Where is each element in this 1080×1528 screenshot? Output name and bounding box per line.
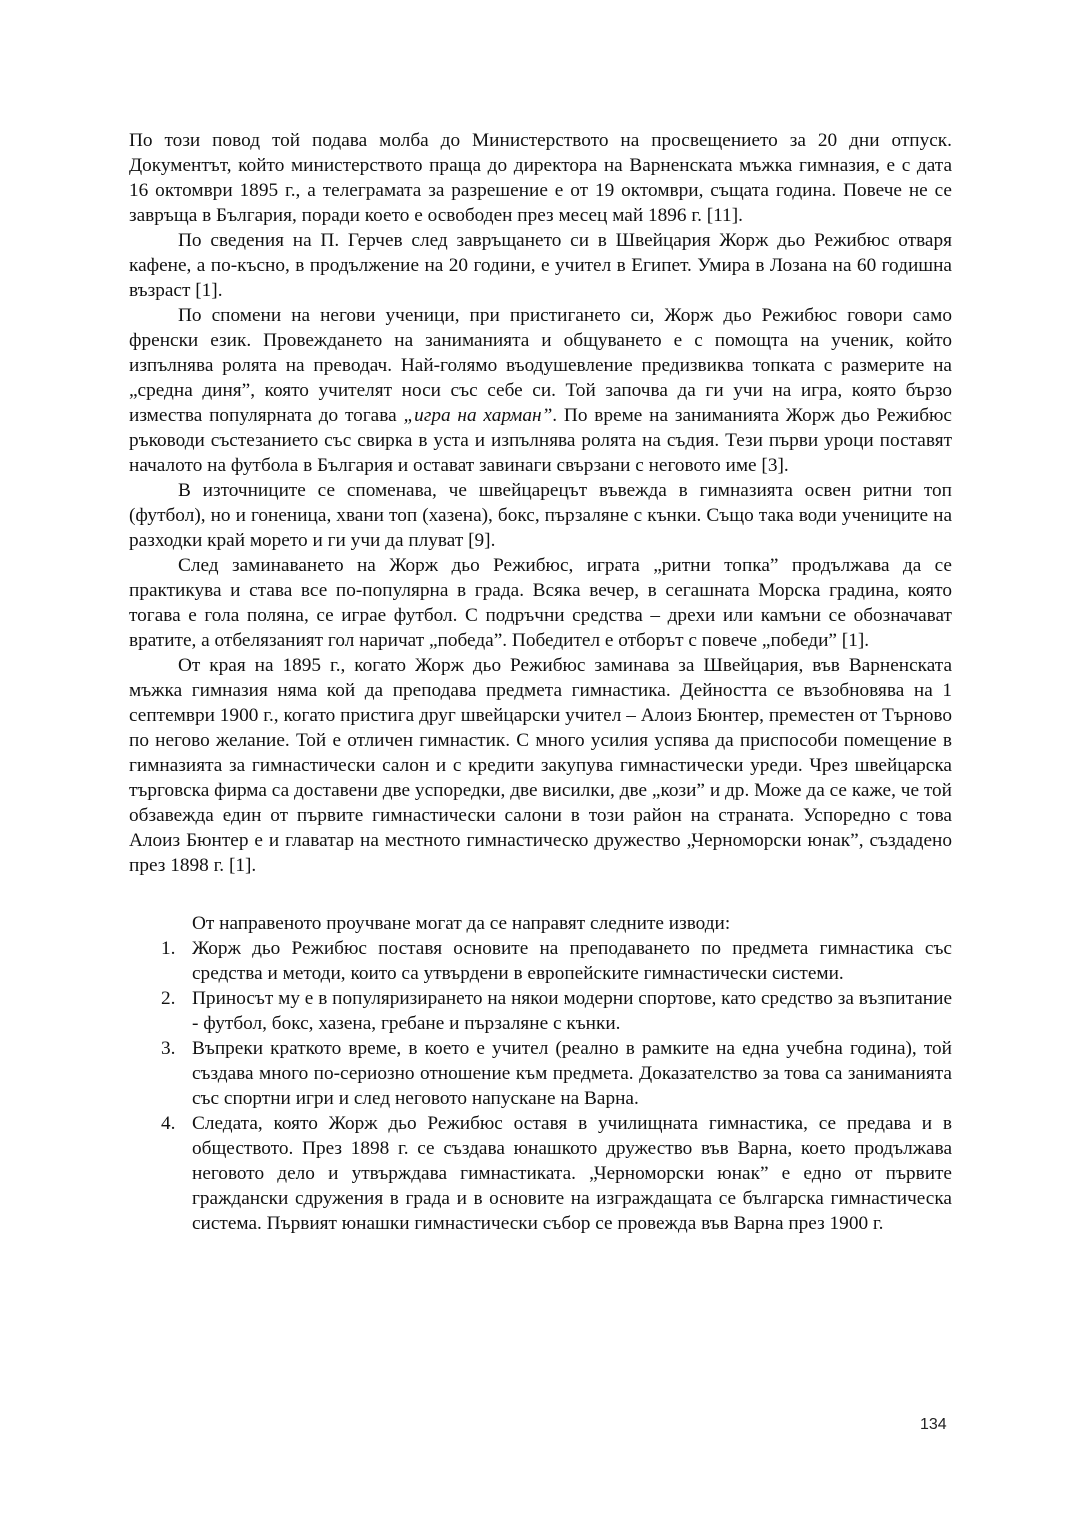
list-item-number: 2. bbox=[161, 988, 176, 1009]
paragraph-memories-text-2: . По време на заниманията Жорж дьо Режибюс ръководи състезанието със свирка в уста и изпълнява ролята на съдия. Тези първи уроци поставят началото на футбола в България и остават завинаги свързани с неговото име [3]. bbox=[129, 405, 952, 476]
document-page bbox=[129, 128, 952, 1236]
paragraph-sources: В източниците се споменава, че швейцарецът въвежда в гимназията освен ритни топ (футбол), но и гоненица, хвани топ (хазена), бокс, пързаляне с кънки. Също така води учениците на разходки край морето и ги учи да плуват [9]. bbox=[129, 480, 952, 551]
list-item-number: 4. bbox=[161, 1113, 176, 1134]
paragraph-memories bbox=[129, 303, 952, 478]
list-item-text: Следата, която Жорж дьо Режибюс оставя в училищната гимнастика, се предава и в обществото. През 1898 г. се създава юнашкото дружество във Варна, което продължава неговото дело и утвърждава гимнастиката. „Черноморски юнак” е едно от първите граждански сдружения в града и в основите на изграждащата се българска гимнастическа система. Първият юнашки гимнастически събор се провежда във Варна през 1900 г. bbox=[192, 1113, 952, 1234]
paragraph-memories-italic: „игра на харман” bbox=[403, 405, 553, 426]
paragraph-gerchev: По сведения на П. Герчев след завръщането си в Швейцария Жорж дьо Режибюс отваря кафене, а по-късно, в продължение на 20 години, е учител в Египет. Умира в Лозана на 60 годишна възраст [1]. bbox=[129, 230, 952, 301]
conclusions-intro: От направеното проучване могат да се направят следните изводи: bbox=[192, 913, 731, 934]
paragraph-aloiz-bunter: От края на 1895 г., когато Жорж дьо Режибюс заминава за Швейцария, във Варненската мъжка гимназия няма кой да преподава предмета гимнастика. Дейността се възобновява на 1 септември 1900 г., когато пристига друг швейцарски учител – Алоиз Бюнтер, преместен от Търново по негово желание. Той е отличен гимнастик. С много усилия успява да приспособи помещение в гимназията за гимнастически салон и с кредити закупува гимнастически уреди. Чрез швейцарска търговска фирма са доставени две успоредки, две висилки, две „кози” и др. Може да се каже, че той обзавежда един от първите гимнастически салони в този район на страната. Успоредно с това Алоиз Бюнтер е и главатар на местното гимнастическо дружество „Черноморски юнак”, създадено през 1898 г. [1]. bbox=[129, 655, 952, 876]
list-item-text: Жорж дьо Режибюс поставя основите на преподаването по предмета гимнастика със средства и методи, които са утвърдени в европейските гимнастически системи. bbox=[192, 938, 952, 984]
list-item-number: 3. bbox=[161, 1038, 176, 1059]
page-number: 134 bbox=[920, 1416, 947, 1433]
list-item bbox=[129, 936, 952, 986]
list-item bbox=[129, 986, 952, 1036]
paragraph-leave-request: По този повод той подава молба до Министерството на просвещението за 20 дни отпуск. Документът, който министерството праща до директора на Варненската мъжка гимназия, е с дата 16 октомври 1895 г., а телеграмата за разрешение е от 19 октомври, същата година. Повече не се завръща в България, поради което е освободен през месец май 1896 г. [11]. bbox=[129, 130, 952, 226]
list-item-number: 1. bbox=[161, 938, 176, 959]
list-item-text: Въпреки краткото време, в което е учител (реално в рамките на една учебна година), той създава много по-сериозно отношение към предмета. Доказателство за това са заниманията със спортни игри и след неговото напускане на Варна. bbox=[192, 1038, 952, 1109]
list-item-text: Приносът му е в популяризирането на някои модерни спортове, като средство за възпитание - футбол, бокс, хазена, гребане и пързаляне с кънки. bbox=[192, 988, 952, 1034]
list-item bbox=[129, 1111, 952, 1236]
paragraph-after-departure: След заминаването на Жорж дьо Режибюс, играта „ритни топка” продължава да се практикува и става все по-популярна в града. Всяка вечер, в сегашната Морска градина, която тогава е гола поляна, се играе футбол. С подръчни средства – дрехи или камъни се обозначават вратите, а отбелязаният гол наричат „победа”. Победител е отборът с повече „победи” [1]. bbox=[129, 555, 952, 651]
paragraph-memories-text-1: По спомени на негови ученици, при пристигането си, Жорж дьо Режибюс говори само френски език. Провеждането на заниманията и общуването е с помощта на ученик, който изпълнява ролята на преводач. Най-голямо въодушевление предизвиква топката с размерите на „средна диня”, която учителят носи със себе си. Той започва да ги учи на игра, която бързо измества популярната до тогава bbox=[129, 305, 952, 426]
list-item bbox=[129, 1036, 952, 1111]
conclusions-list bbox=[129, 936, 952, 1236]
